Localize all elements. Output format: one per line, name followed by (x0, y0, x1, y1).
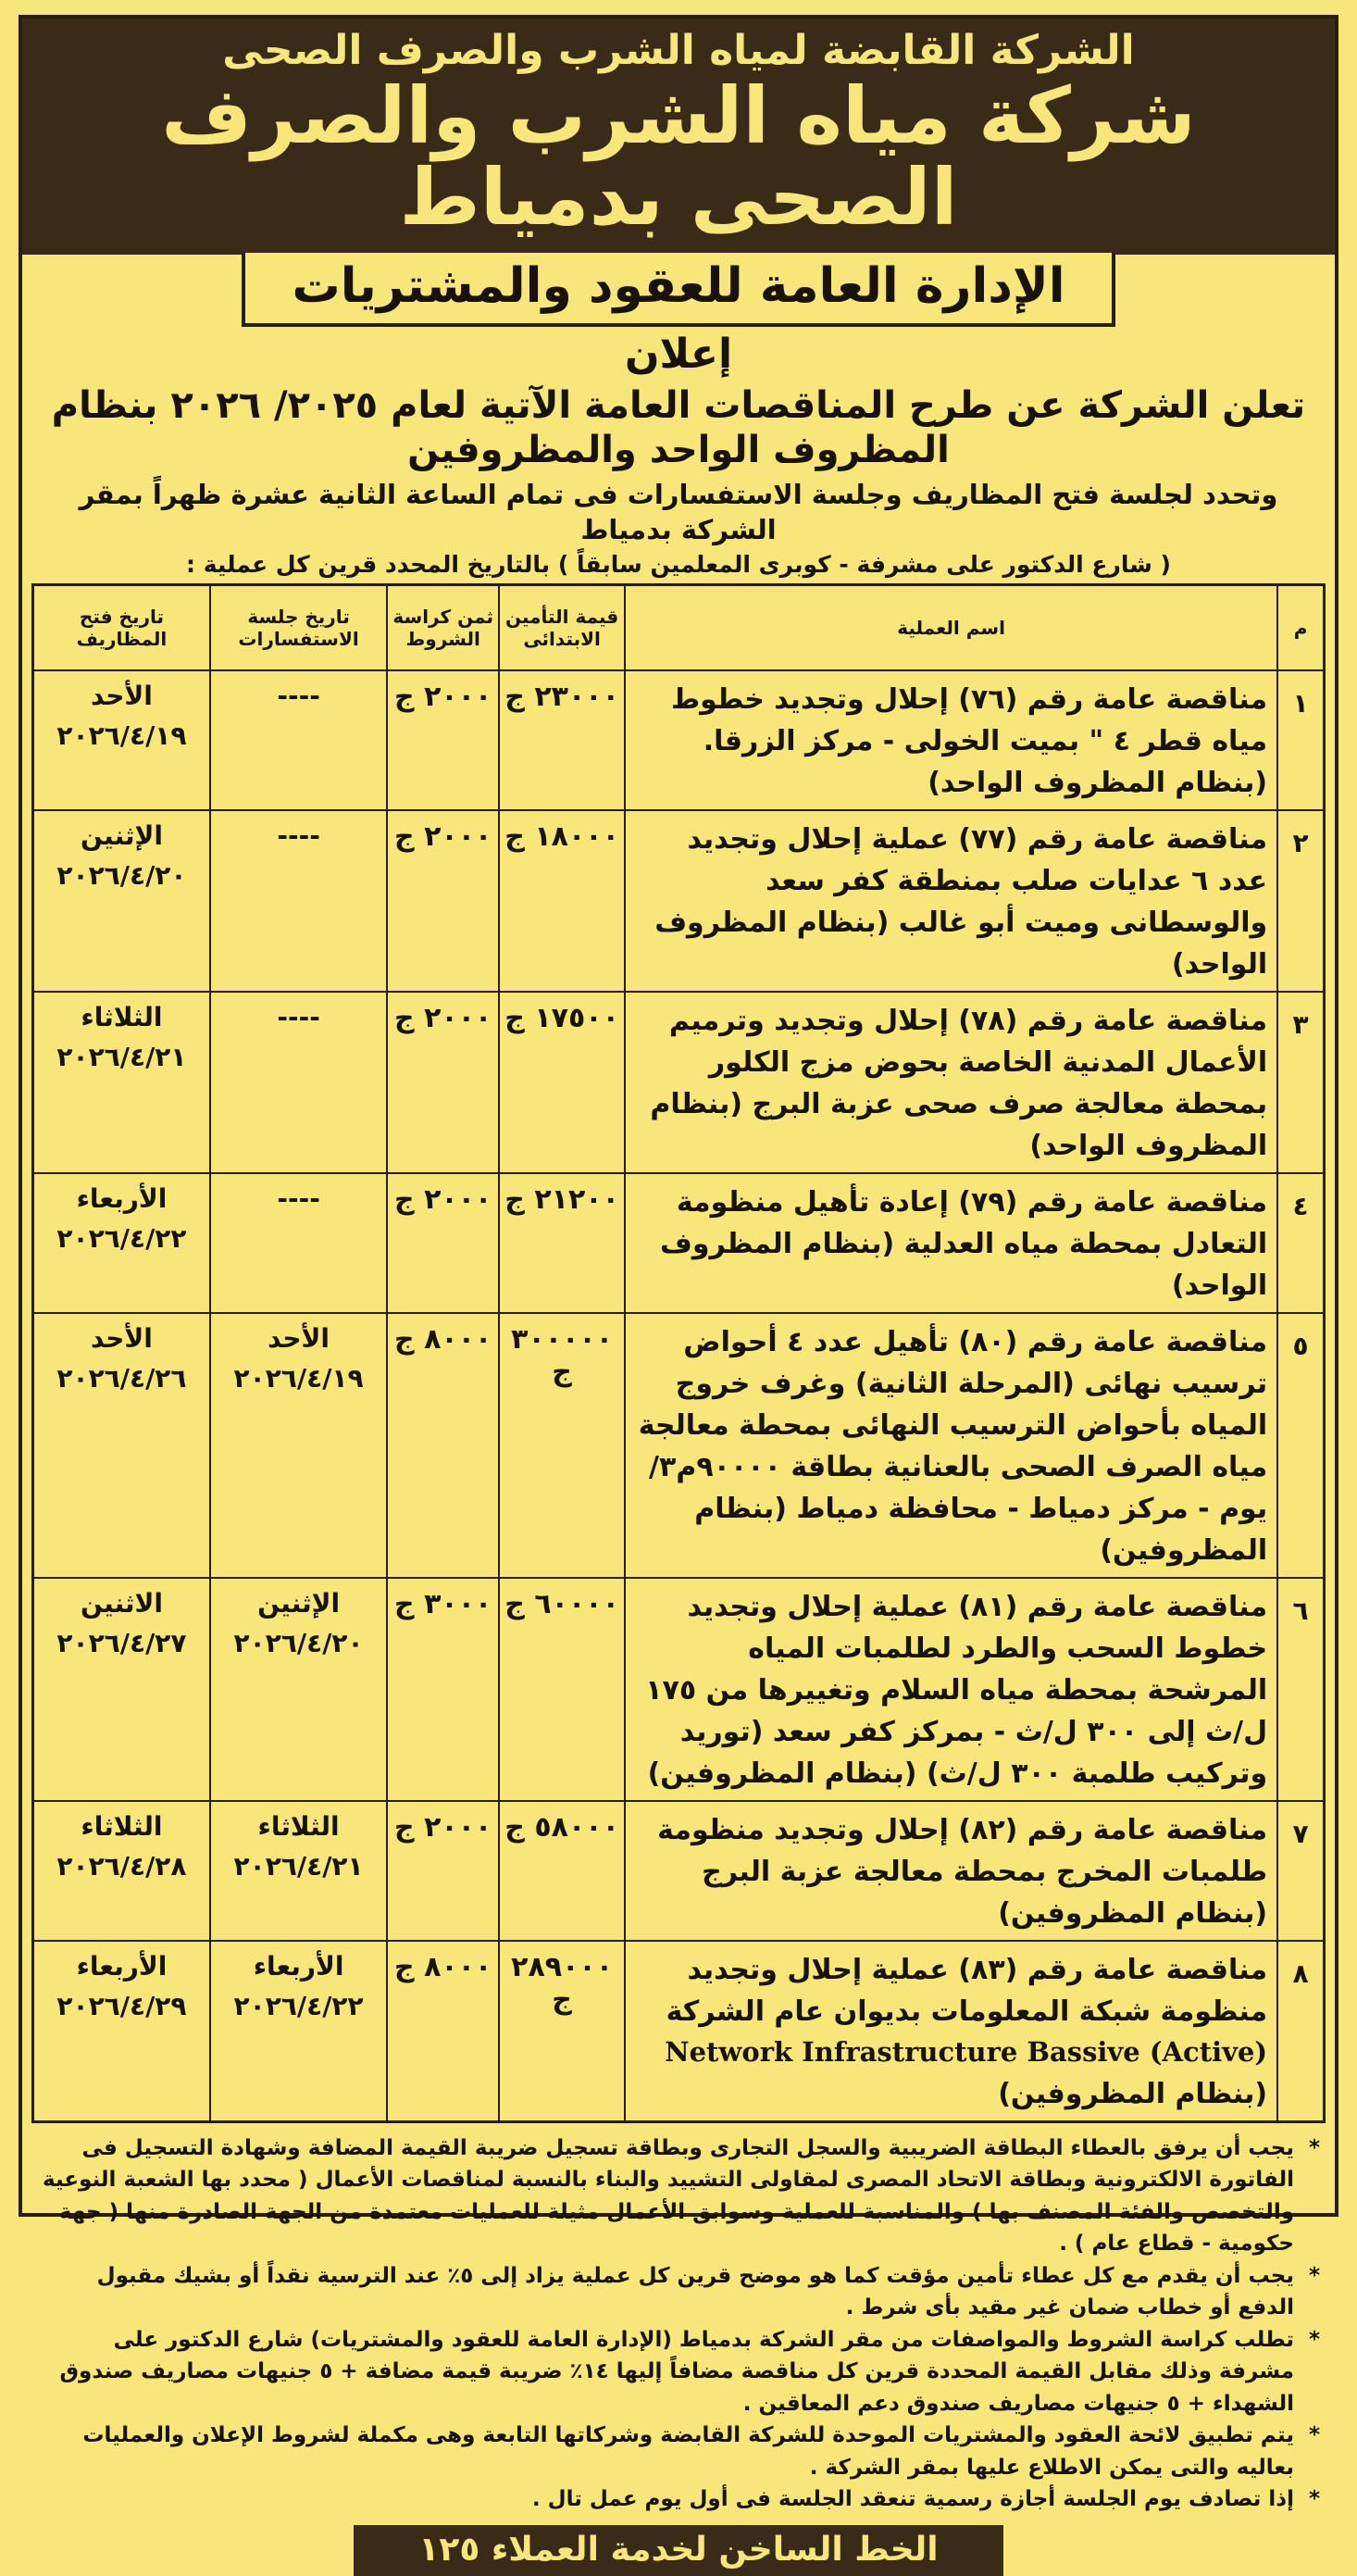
note-text: إذا تصادف يوم الجلسة أجازة رسمية تنعقد الجلسة فى أول يوم عمل تال . (531, 2487, 1294, 2512)
opening-date: ٢٠٢٦/٤/٢٩ (56, 1991, 187, 2022)
inquiry-day: ---- (277, 681, 320, 712)
cell-insurance: ٣٠٠٠٠٠ ج (499, 1313, 625, 1578)
opening-day: الأربعاء (76, 1183, 168, 1215)
tender-name: مناقصة عامة رقم (٨١) عملية إحلال وتجديد خطوط السحب والطرد لطلمبات المياه المرشحة بمحطة مياه السلام وتغييرها من ١٧٥ ل/ث إلى ٣٠٠ ل/ث - بمركز كفر سعد (توريد وتركيب طلمبة ٣٠٠ ل/ث) (بنظام المظروفين) (645, 1591, 1268, 1791)
tender-name: مناقصة عامة رقم (٧٨) إحلال وتجديد وترميم الأعمال المدنية الخاصة بحوض مزج الكلور بمحطة معالجة صرف صحى عزبة البرج (بنظام المظروف الواحد) (650, 1005, 1268, 1163)
cell-booklet: ٣٠٠٠ ج (387, 1578, 499, 1801)
note-item (37, 2260, 1320, 2324)
opening-day: الأحد (91, 681, 153, 712)
tender-name-latin: Network Infrastructure Bassive (Active) (665, 2036, 1268, 2069)
tender-name: مناقصة عامة رقم (٧٩) إعادة تأهيل منظومة التعادل بمحطة مياه العدلية (بنظام المظروف الواحد) (660, 1186, 1268, 1303)
cell-insurance: ٦٠٠٠٠ ج (499, 1578, 625, 1801)
cell-num: ٦ (1277, 1578, 1324, 1801)
opening-date: ٢٠٢٦/٤/٢١ (56, 1042, 187, 1073)
cell-insurance: ٢٨٩٠٠٠ ج (499, 1941, 625, 2121)
tender-name-tail: (بنظام المظروفين) (998, 2077, 1268, 2110)
cell-inquiry (210, 1313, 387, 1578)
cell-num: ١ (1277, 670, 1324, 810)
cell-opening (33, 670, 210, 810)
cell-name (625, 1313, 1277, 1578)
cell-num: ٨ (1277, 1941, 1324, 2121)
cell-inquiry (210, 1173, 387, 1313)
table-row (33, 1801, 1325, 1941)
table-row (33, 810, 1325, 992)
opening-date: ٢٠٢٦/٤/٢٢ (56, 1223, 187, 1255)
tender-name: مناقصة عامة رقم (٧٧) عملية إحلال وتجديد عدد ٦ عدايات صلب بمنطقة كفر سعد والوسطانى وميت أبو غالب (بنظام المظروف الواحد) (654, 823, 1268, 982)
inquiry-date: ٢٠٢٦/٤/١٩ (233, 1363, 364, 1394)
cell-inquiry (210, 1941, 387, 2121)
cell-name (625, 670, 1277, 810)
intro-line-2: وتحدد لجلسة فتح المظاريف وجلسة الاستفسارات فى تمام الساعة الثانية عشرة ظهراً بمقر الشركة بدمياط (79, 478, 1278, 545)
opening-day: الإثنين (80, 820, 163, 852)
opening-date: ٢٠٢٦/٤/٢٦ (56, 1363, 187, 1394)
cell-opening (33, 1173, 210, 1313)
tender-name: مناقصة عامة رقم (٧٦) إحلال وتجديد خطوط مياه قطر ٤ " بميت الخولى - مركز الزرقا. (بنظام المظروف الواحد) (670, 683, 1268, 800)
cell-insurance: ١٨٠٠٠ ج (499, 810, 625, 992)
bullet-star: * (1308, 2135, 1320, 2160)
table-row (33, 1578, 1325, 1801)
cell-num: ٣ (1277, 992, 1324, 1173)
cell-inquiry (210, 670, 387, 810)
inquiry-day: ---- (277, 1002, 320, 1033)
cell-insurance: ٥٨٠٠٠ ج (499, 1801, 625, 1941)
cell-opening (33, 992, 210, 1173)
opening-day: الأحد (91, 1323, 153, 1355)
cell-booklet: ٢٠٠٠ ج (387, 810, 499, 992)
cell-booklet: ٨٠٠٠ ج (387, 1313, 499, 1578)
cell-insurance: ٢١٢٠٠ ج (499, 1173, 625, 1313)
note-item (37, 2483, 1320, 2516)
inquiry-date: ٢٠٢٦/٤/٢٢ (233, 1991, 364, 2022)
cell-name (625, 1801, 1277, 1941)
col-header-opening: تاريخ فتح المظاريف (33, 585, 210, 671)
intro-line-3: ( شارع الدكتور على مشرفة - كوبرى المعلمين سابقاً ) بالتاريخ المحدد قرين كل عملية : (186, 551, 1171, 579)
cell-opening (33, 1578, 210, 1801)
announcement-title: إعلان (624, 330, 733, 378)
note-text: يجب أن يقدم مع كل عطاء تأمين مؤقت كما هو موضح قرين كل عملية يزاد إلى ٥٪ عند الترسية نقداً أو بشيك مقبول الدفع أو خطاب ضمان غير مقيد بأى شرط . (96, 2263, 1294, 2320)
inquiry-day: الأحد (268, 1323, 330, 1355)
opening-day: الثلاثاء (81, 1002, 163, 1033)
col-header-insurance: قيمة التأمين الابتدائى (499, 585, 625, 671)
masthead (22, 19, 1335, 255)
inquiry-date: ٢٠٢٦/٤/٢٠ (233, 1628, 364, 1659)
opening-date: ٢٠٢٦/٤/١٩ (56, 720, 187, 752)
cell-num: ٧ (1277, 1801, 1324, 1941)
tender-name: مناقصة عامة رقم (٨٠) تأهيل عدد ٤ أحواض ترسيب نهائى (المرحلة الثانية) وغرف خروج المياه بأحواض الترسيب النهائى بمحطة معالجة مياه الصرف الصحى بالعنانية بطاقة ٩٠٠٠٠م٣/ يوم - مركز دمياط - محافظة دمياط (بنظام المظروفين) (638, 1326, 1268, 1568)
inquiry-day: ---- (277, 1183, 320, 1215)
note-item (37, 2420, 1320, 2483)
cell-name (625, 1578, 1277, 1801)
bullet-star: * (1308, 2327, 1320, 2352)
cell-name (625, 1941, 1277, 2121)
bullet-star: * (1308, 2423, 1320, 2448)
cell-inquiry (210, 992, 387, 1173)
col-header-name: اسم العملية (625, 585, 1277, 671)
inquiry-day: ---- (277, 820, 320, 852)
bullet-star: * (1308, 2263, 1320, 2288)
cell-booklet: ٢٠٠٠ ج (387, 1173, 499, 1313)
intro-line-1: تعلن الشركة عن طرح المناقصات العامة الآتية لعام ٢٠٢٥/ ٢٠٢٦ بنظام المظروف الواحد والمظروفين (51, 383, 1306, 471)
inquiry-day: الإثنين (257, 1588, 341, 1619)
hotline-banner: الخط الساخن لخدمة العملاء ١٢٥ (354, 2525, 1002, 2576)
cell-name (625, 992, 1277, 1173)
inquiry-day: الثلاثاء (257, 1811, 340, 1843)
table-row (33, 1173, 1325, 1313)
holding-company-name: الشركة القابضة لمياه الشرب والصرف الصحى (222, 27, 1135, 74)
col-header-num: م (1277, 585, 1324, 671)
cell-num: ٢ (1277, 810, 1324, 992)
col-header-booklet: ثمن كراسة الشروط (387, 585, 499, 671)
department-title: الإدارة العامة للعقود والمشتريات (242, 253, 1114, 327)
tenders-table (31, 583, 1326, 2123)
cell-num: ٥ (1277, 1313, 1324, 1578)
tender-name: مناقصة عامة رقم (٨٢) إحلال وتجديد منظومة طلمبات المخرج بمحطة معالجة عزبة البرج (بنظام المظروفين) (657, 1814, 1268, 1931)
opening-day: الثلاثاء (81, 1811, 163, 1843)
cell-booklet: ٢٠٠٠ ج (387, 992, 499, 1173)
note-item (37, 2324, 1320, 2420)
opening-date: ٢٠٢٦/٤/٢٧ (56, 1628, 187, 1659)
company-name: شركة مياه الشرب والصرف الصحى بدمياط (161, 69, 1196, 243)
opening-day: الاثنين (80, 1588, 163, 1619)
inquiry-day: الأربعاء (253, 1951, 344, 1982)
cell-opening (33, 1941, 210, 2121)
note-item (37, 2132, 1320, 2260)
cell-opening (33, 1801, 210, 1941)
cell-name (625, 1173, 1277, 1313)
note-text: يجب أن يرفق بالعطاء البطاقة الضريبية والسجل التجارى وبطاقة تسجيل ضريبة القيمة المضافة وشهادة التسجيل فى الفاتورة الالكترونية وبطاقة الاتحاد المصرى لمقاولى التشييد والبناء بالنسبة لمناقصات الأعمال ( محدد بها الشعبة النوعية والتخصص والفئة المصنف بها ) والمناسبة للعملية وسوابق الأعمال مثيلة للعمليات معتمدة من الجهة الصادرة منها ( جهة حكومية - قطاع عام ) . (43, 2135, 1294, 2257)
table-row (33, 1313, 1325, 1578)
cell-name (625, 810, 1277, 992)
col-header-inquiry: تاريخ جلسة الاستفسارات (210, 585, 387, 671)
cell-opening (33, 1313, 210, 1578)
cell-booklet: ٢٠٠٠ ج (387, 670, 499, 810)
ad-frame (19, 15, 1338, 2569)
cell-inquiry (210, 1801, 387, 1941)
cell-booklet: ٨٠٠٠ ج (387, 1941, 499, 2121)
tender-name: مناقصة عامة رقم (٨٣) عملية إحلال وتجديد منظومة شبكة المعلومات بديوان عام الشركة (666, 1954, 1268, 2029)
cell-insurance: ١٧٥٠٠ ج (499, 992, 625, 1173)
cell-inquiry (210, 1578, 387, 1801)
opening-date: ٢٠٢٦/٤/٢٨ (56, 1851, 187, 1882)
department-wrap (22, 253, 1335, 327)
opening-day: الأربعاء (76, 1951, 168, 1982)
cell-opening (33, 810, 210, 992)
note-text: تطلب كراسة الشروط والمواصفات من مقر الشركة بدمياط (الإدارة العامة للعقود والمشتريات) شارع الدكتور على مشرفة وذلك مقابل القيمة المحددة قرين كل مناقصة مضافاً إليها ١٤٪ ضريبة قيمة مضافة + ٥ جنيهات مصاريف صندوق الشهداء + ٥ جنيهات مصاريف صندوق دعم المعاقين . (59, 2327, 1294, 2416)
cell-booklet: ٢٠٠٠ ج (387, 1801, 499, 1941)
inquiry-date: ٢٠٢٦/٤/٢١ (233, 1851, 364, 1882)
table-row (33, 670, 1325, 810)
table-row (33, 1941, 1325, 2121)
bullet-star: * (1308, 2487, 1320, 2512)
table-header-row (33, 585, 1325, 671)
cell-inquiry (210, 810, 387, 992)
notes-section (37, 2132, 1320, 2516)
table-row (33, 992, 1325, 1173)
cell-num: ٤ (1277, 1173, 1324, 1313)
cell-insurance: ٢٣٠٠٠ ج (499, 670, 625, 810)
note-text: يتم تطبيق لائحة العقود والمشتريات الموحدة للشركة القابضة وشركاتها التابعة وهى مكملة لشروط الإعلان والعمليات بعاليه والتى يمكن الاطلاع عليها بمقر الشركة . (82, 2423, 1294, 2480)
opening-date: ٢٠٢٦/٤/٢٠ (56, 860, 187, 892)
hotline-wrap (22, 2525, 1335, 2576)
